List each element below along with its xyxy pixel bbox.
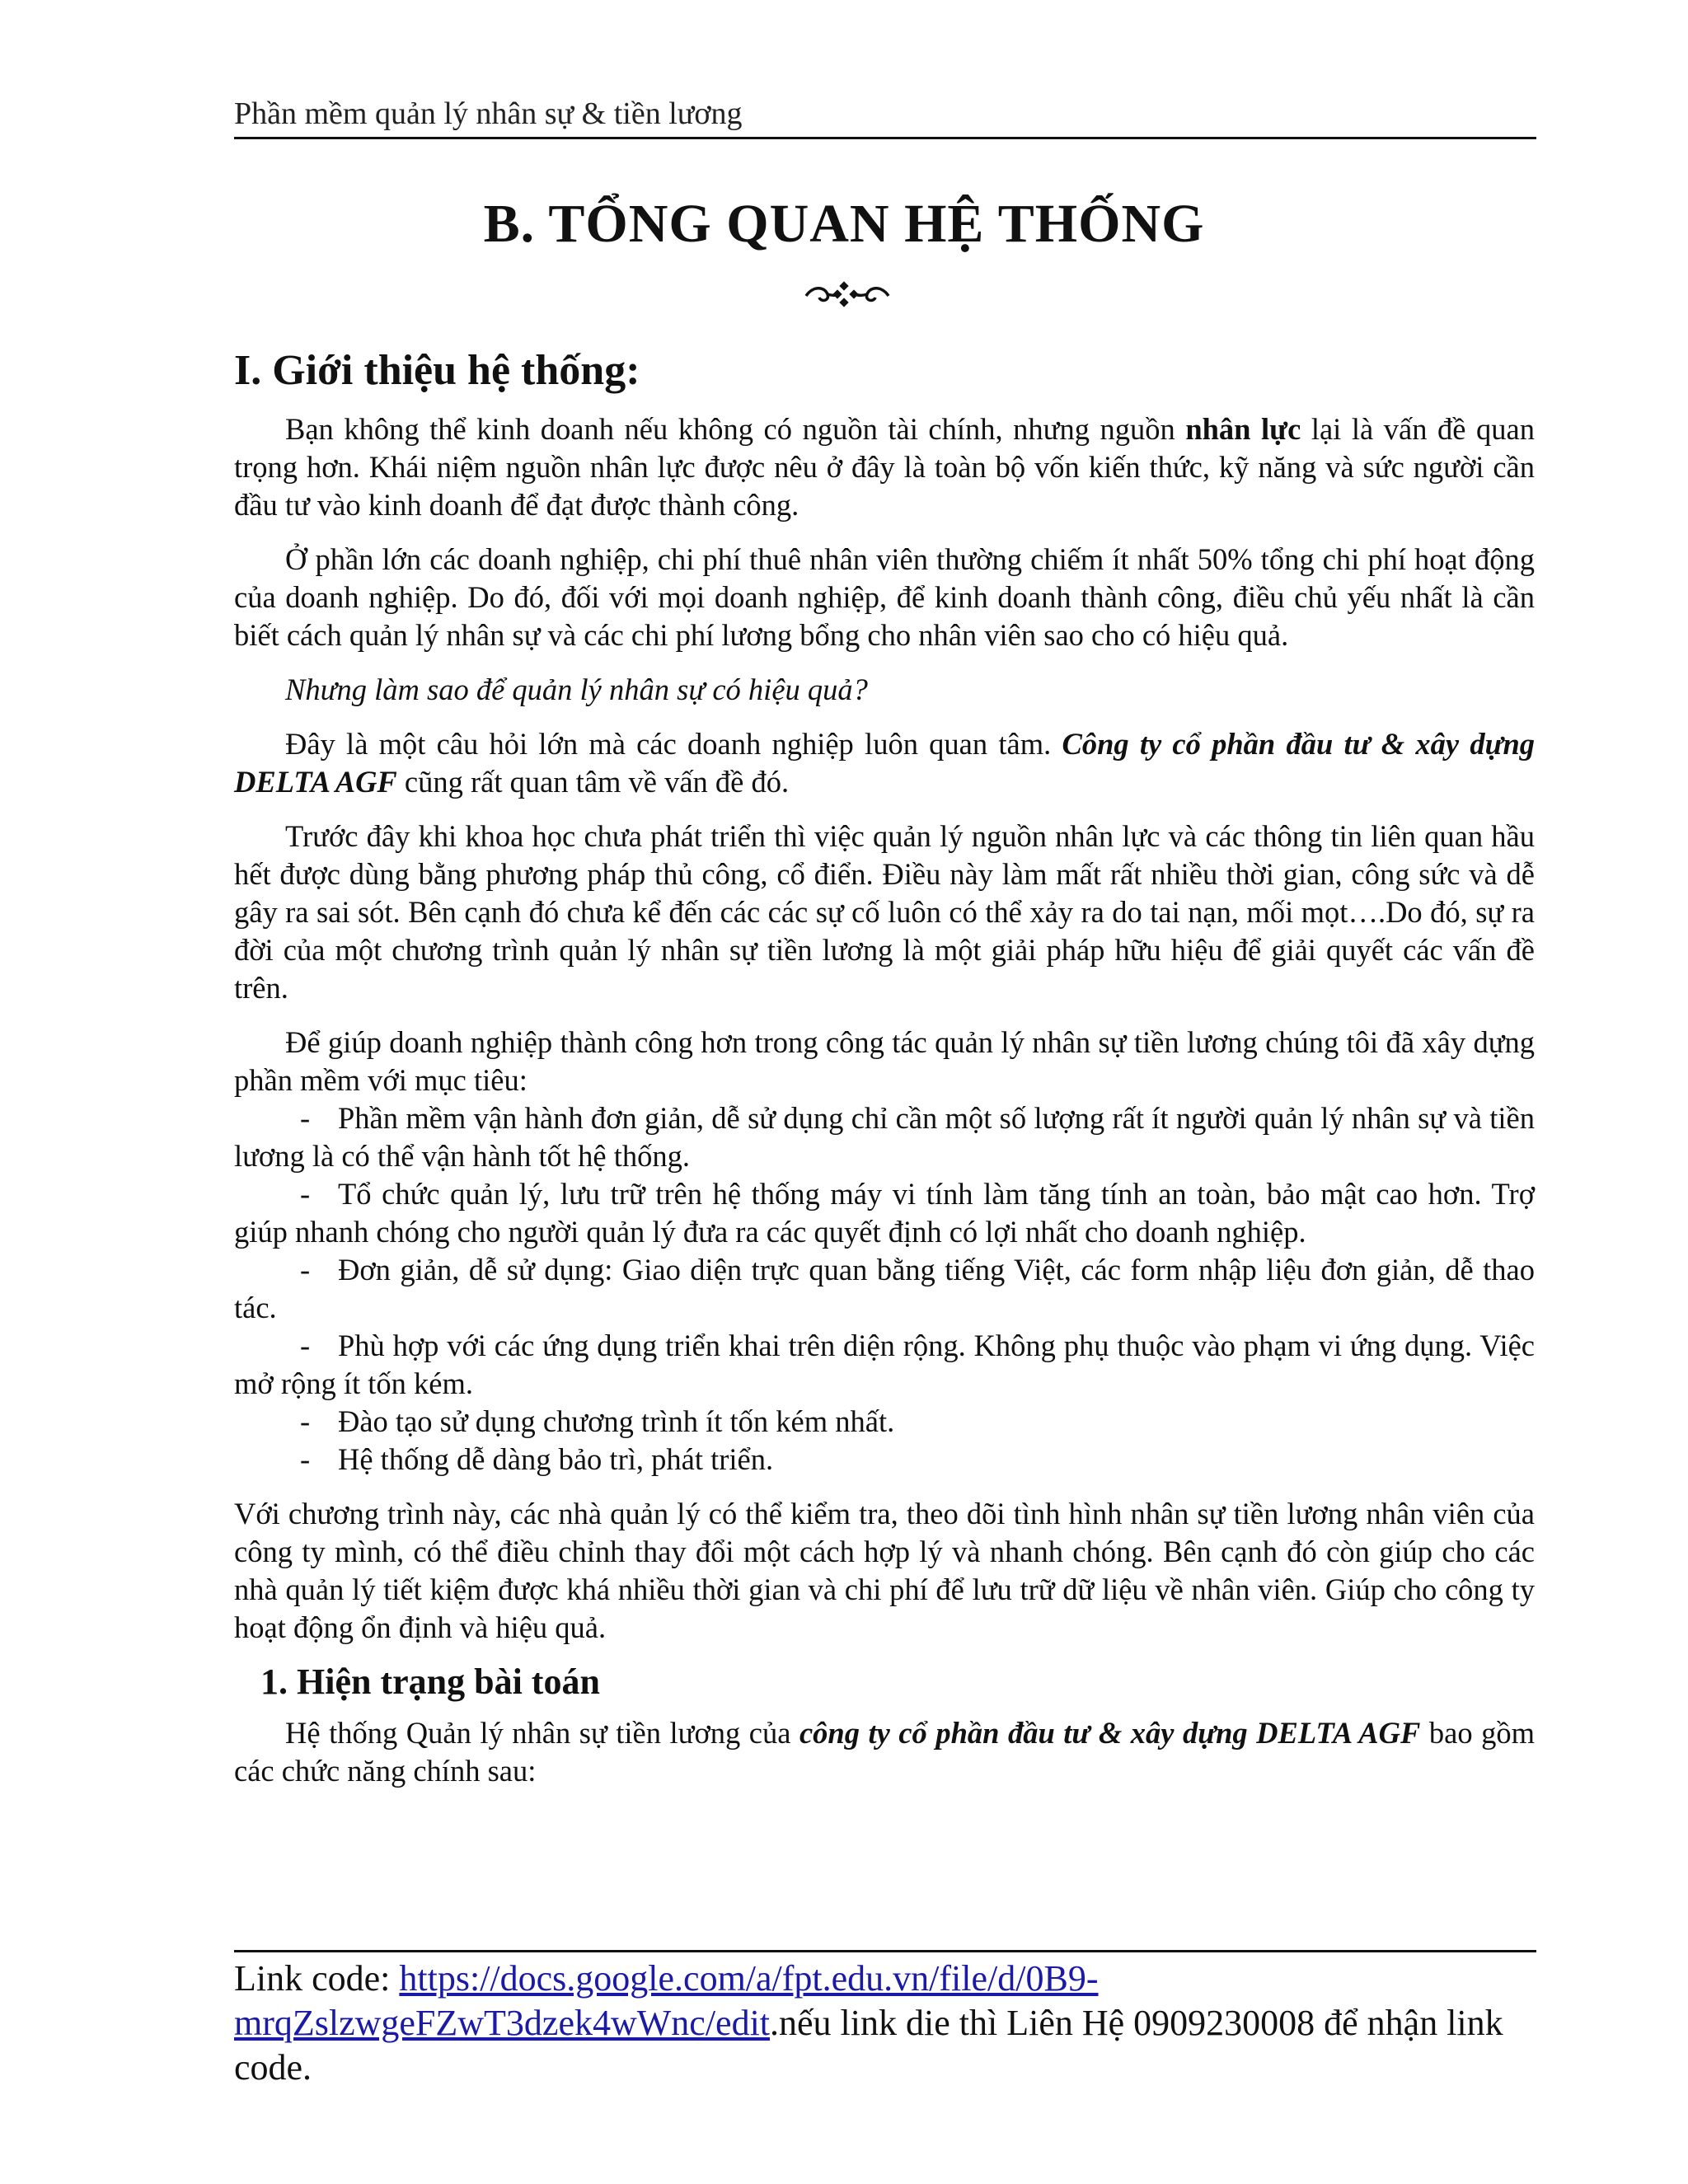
bullet-dash: - (300, 1101, 311, 1135)
paragraph-4 (234, 725, 1535, 801)
objectives-list (234, 1099, 1535, 1479)
paragraph-2: Ở phần lớn các doanh nghiệp, chi phí thuê nhân viên thường chiếm ít nhất 50% tổng chi phí hoạt động của doanh nghiệp. Do đó, đối với mọi doanh nghiệp, để kinh doanh thành công, điều chủ yếu nhất là cần biết cách quản lý nhân sự và các chi phí lương bổng cho nhân viên sao cho có hiệu quả. (234, 542, 1535, 652)
bullet-dash: - (300, 1253, 311, 1286)
running-header: Phần mềm quản lý nhân sự & tiền lương (234, 96, 743, 131)
header-divider (234, 137, 1536, 139)
list-item-text: Đào tạo sử dụng chương trình ít tốn kém nhất. (338, 1404, 895, 1438)
footer-label: Link code: (234, 1958, 400, 1999)
code-link[interactable]: https://docs.google.com/a/fpt.edu.vn/file/d/0B9-mrqZslzwgeFZwT3dzek4wWnc/edit (234, 1958, 1099, 2043)
bullet-dash: - (300, 1404, 311, 1438)
text-run: bao gồm các chức năng chính sau: (234, 1716, 1535, 1788)
list-item-text: Phù hợp với các ứng dụng triển khai trên diện rộng. Không phụ thuộc vào phạm vi ứng dụng. Việc mở rộng ít tốn kém. (234, 1329, 1535, 1400)
list-item-text: Đơn giản, dễ sử dụng: Giao diện trực quan bằng tiếng Việt, các form nhập liệu đơn giản, dễ thao tác. (234, 1253, 1535, 1324)
decorative-flourish-icon (803, 278, 892, 311)
text-run: lại là vấn đề quan trọng hơn. Khái niệm nguồn nhân lực được nêu ở đây là toàn bộ vốn kiến thức, kỹ năng và sức người cần đầu tư vào kinh doanh để đạt được thành công. (234, 412, 1535, 522)
company-name: Công ty cổ phần đầu tư & xây dựng DELTA AGF (234, 727, 1535, 799)
bold-term: nhân lực (1185, 412, 1301, 446)
list-item-text: Hệ thống dễ dàng bảo trì, phát triển. (338, 1442, 774, 1476)
text-run: Đây là một câu hỏi lớn mà các doanh nghiệp luôn quan tâm. (285, 727, 1062, 761)
paragraph-question: Nhưng làm sao để quản lý nhân sự có hiệu quả? (285, 673, 868, 706)
section-heading-intro: I. Giới thiệu hệ thống: (234, 347, 640, 394)
footer-note (234, 1957, 1536, 2090)
bullet-dash: - (300, 1177, 311, 1211)
list-item-text: Tổ chức quản lý, lưu trữ trên hệ thống máy vi tính làm tăng tính an toàn, bảo mật cao hơn. Trợ giúp nhanh chóng cho người quản lý đưa ra các quyết định có lợi nhất cho doanh nghiệp. (234, 1177, 1535, 1249)
paragraph-7: Với chương trình này, các nhà quản lý có thể kiểm tra, theo dõi tình hình nhân sự tiền lương nhân viên của công ty mình, có thể điều chỉnh thay đổi một cách hợp lý và nhanh chóng. Bên cạnh đó còn giúp cho các nhà quản lý tiết kiệm được khá nhiều thời gian và chi phí để lưu trữ dữ liệu về nhân viên. Giúp cho công ty hoạt động ổn định và hiệu quả. (234, 1497, 1535, 1644)
list-item (234, 1441, 1535, 1479)
subsection-heading-current-state: 1. Hiện trạng bài toán (260, 1661, 600, 1702)
footer-divider (234, 1950, 1536, 1952)
paragraph-6: Để giúp doanh nghiệp thành công hơn trong công tác quản lý nhân sự tiền lương chúng tôi đã xây dựng phần mềm với mục tiêu: (234, 1025, 1535, 1097)
bullet-dash: - (300, 1329, 311, 1362)
list-item (234, 1403, 1535, 1441)
list-item (234, 1251, 1535, 1327)
paragraph-8 (234, 1714, 1535, 1790)
footer-suffix: .nếu link die thì Liên Hệ 0909230008 để nhận link code. (234, 2003, 1503, 2088)
text-run: Hệ thống Quản lý nhân sự tiền lương của (285, 1716, 799, 1750)
bullet-dash: - (300, 1442, 311, 1476)
list-item (234, 1099, 1535, 1175)
paragraph-5: Trước đây khi khoa học chưa phát triển thì việc quản lý nguồn nhân lực và các thông tin liên quan hầu hết được dùng bằng phương pháp thủ công, cổ điển. Điều này làm mất rất nhiều thời gian, công sức và dễ gây ra sai sót. Bên cạnh đó chưa kể đến các các sự cố luôn có thể xảy ra do tai nạn, mối mọt….Do đó, sự ra đời của một chương trình quản lý nhân sự tiền lương là một giải pháp hữu hiệu để giải quyết các vấn đề trên. (234, 819, 1535, 1005)
text-run: cũng rất quan tâm về vấn đề đó. (396, 765, 790, 799)
text-run: Bạn không thể kinh doanh nếu không có nguồn tài chính, nhưng nguồn (285, 412, 1186, 446)
list-item-text: Phần mềm vận hành đơn giản, dễ sử dụng chỉ cần một số lượng rất ít người quản lý nhân sự và tiền lương là có thể vận hành tốt hệ thống. (234, 1101, 1535, 1173)
list-item (234, 1327, 1535, 1403)
list-item (234, 1175, 1535, 1251)
chapter-title: B. TỔNG QUAN HỆ THỐNG (483, 194, 1205, 254)
body-text (234, 410, 1535, 1807)
company-name: công ty cổ phần đầu tư & xây dựng DELTA AGF (799, 1716, 1421, 1750)
paragraph-1 (234, 410, 1535, 524)
